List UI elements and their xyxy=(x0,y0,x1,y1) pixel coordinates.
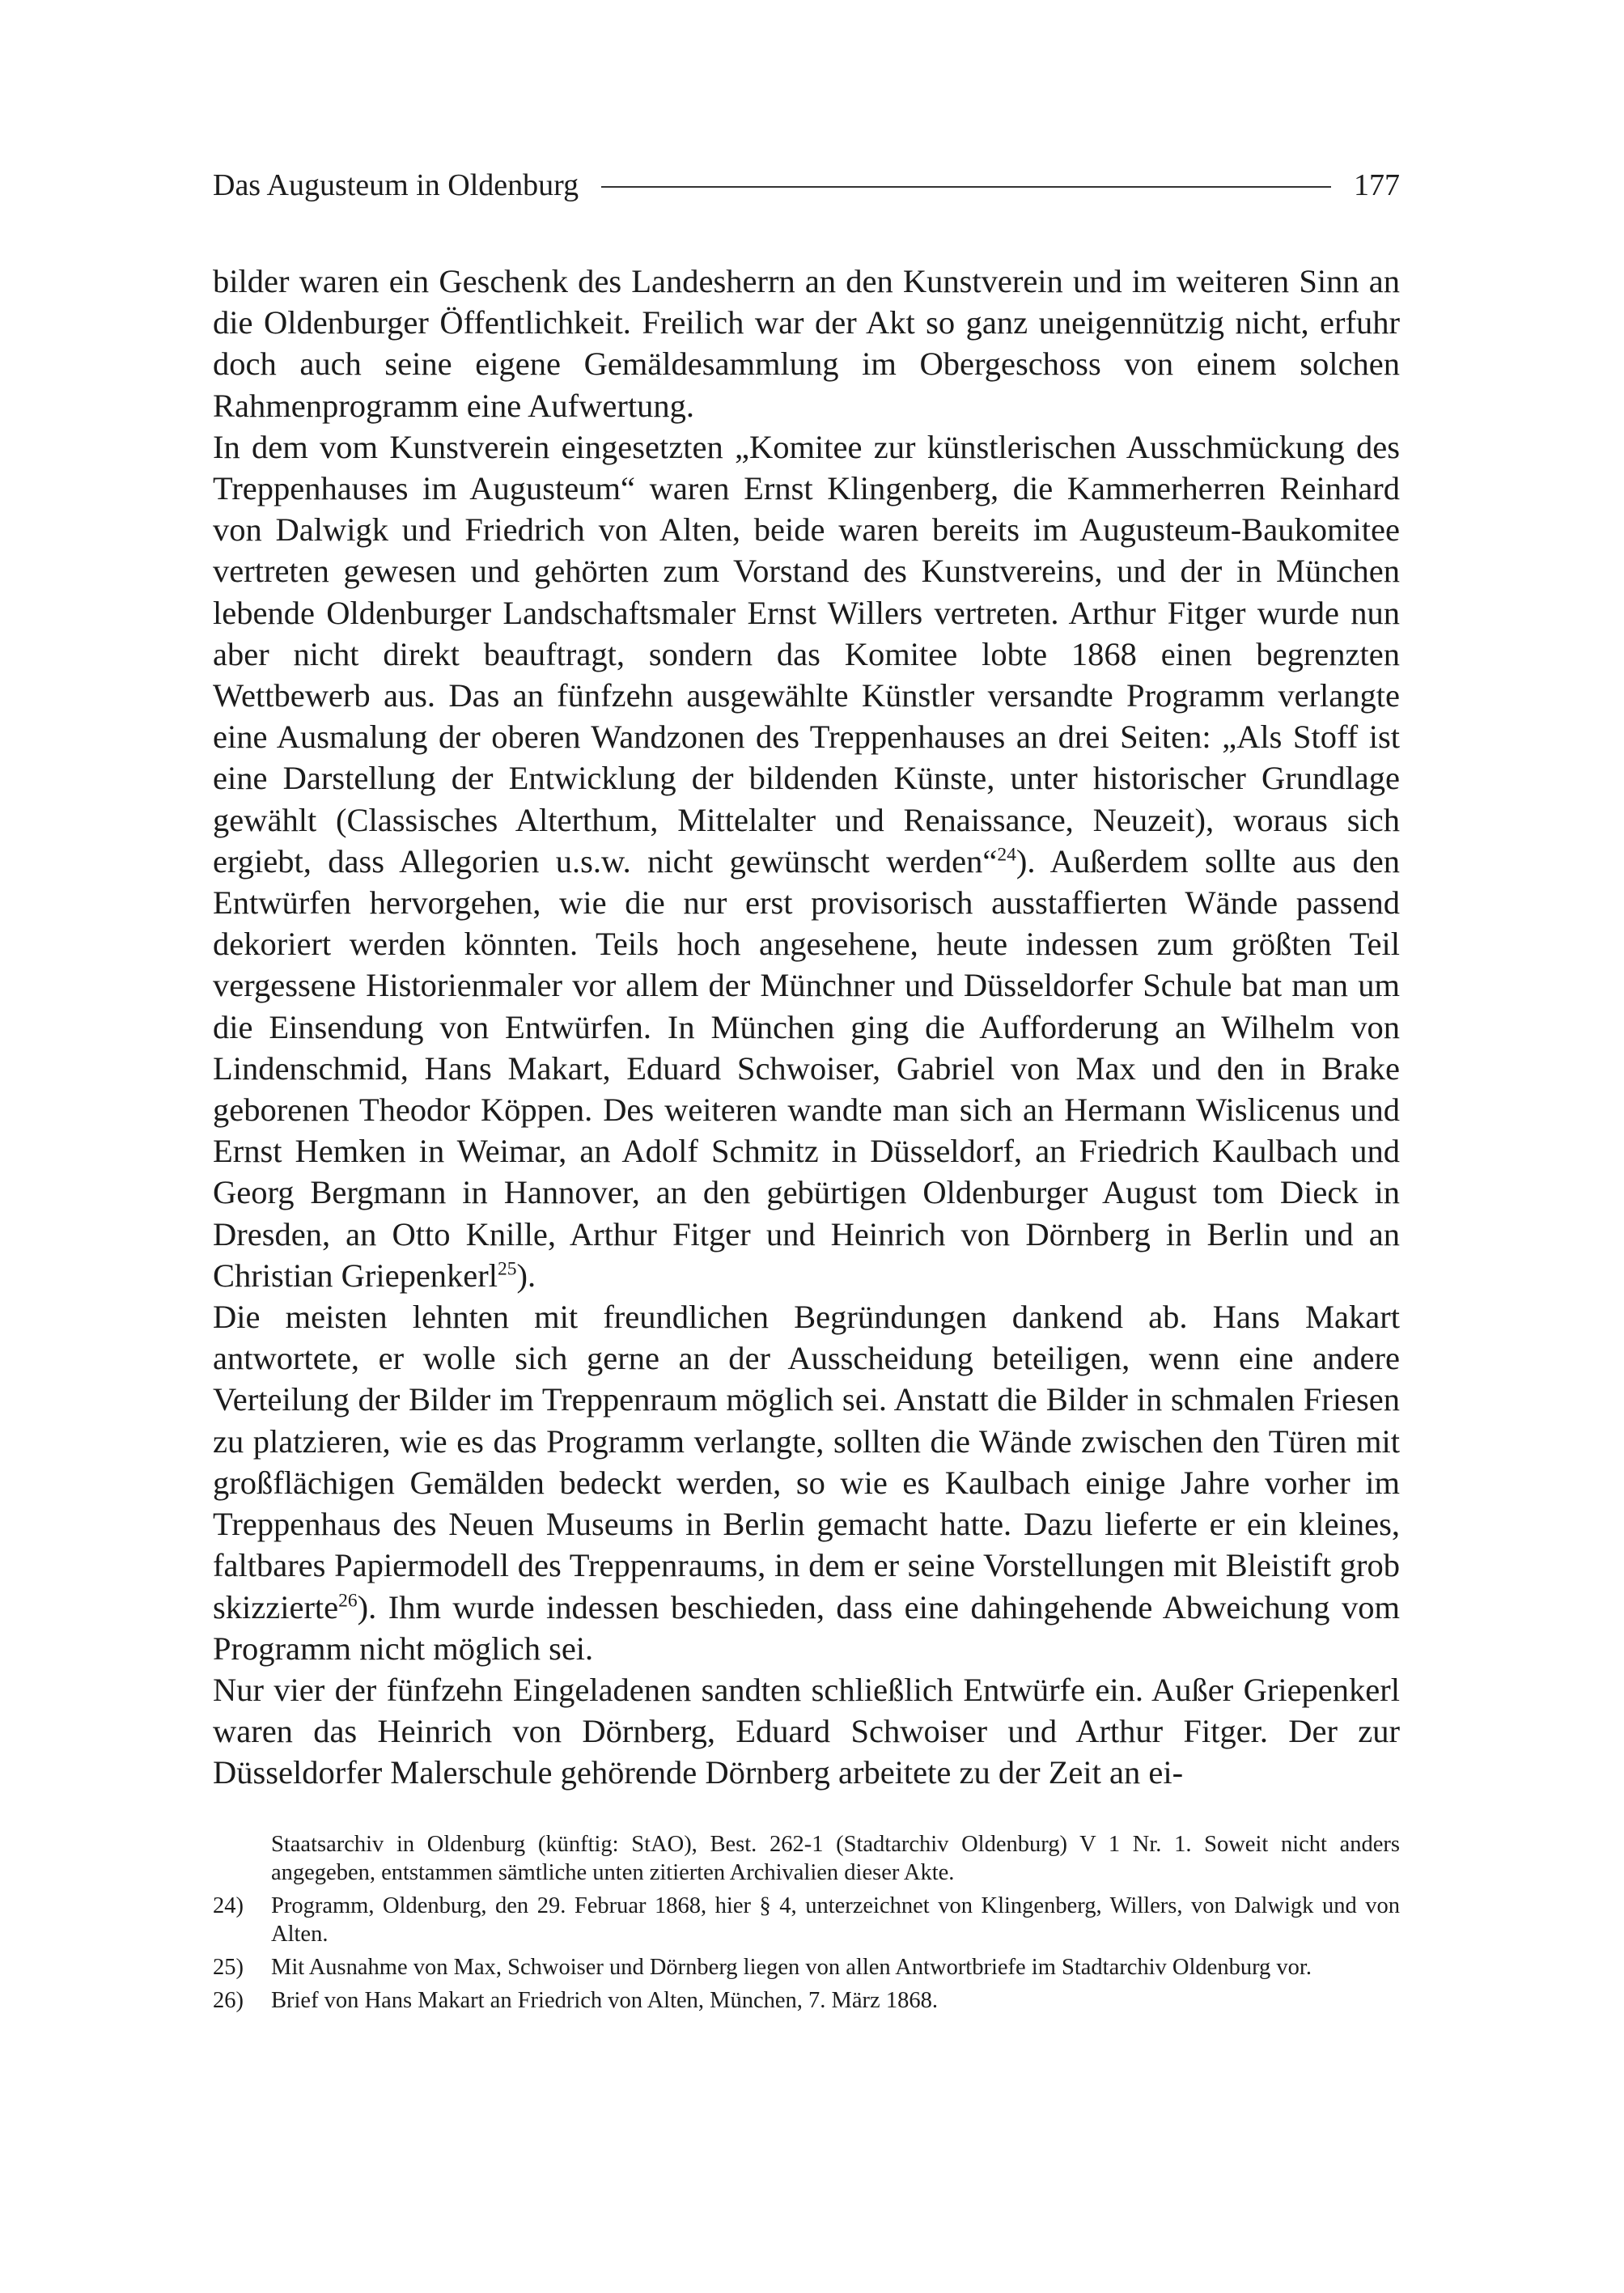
footnote-ref: 24 xyxy=(997,844,1016,866)
text-run: ). Außerdem sollte aus den Entwürfen hervorgehen, wie die nur erst provisorisch ausstaffierten Wände passend dekoriert werden könnten. Teils hoch angesehene, heute indessen zum größten Teil vergessene Historienmaler vor allem der Münchner und Düsseldorfer Schule bat man um die Einsendung von Entwürfen. In München ging die Aufforderung an Wilhelm von Lindenschmid, Hans Makart, Eduard Schwoiser, Gabriel von Max und den in Brake geborenen Theodor Köppen. Des weiteren wandte man sich an Hermann Wislicenus und Ernst Hemken in Weimar, an Adolf Schmitz in Düsseldorf, an Friedrich Kaulbach und Georg Bergmann in Hannover, an den gebürtigen Oldenburger August tom Dieck in Dresden, an Otto Knille, Arthur Fitger und Heinrich von Dörnberg in Berlin und an Christian Griepenkerl xyxy=(213,842,1400,1294)
footnote-number: 24) xyxy=(213,1893,244,1918)
footnote-number: 25) xyxy=(213,1955,244,1980)
text-run: ). Ihm wurde indessen beschieden, dass eine dahingehende Abweichung vom Programm nicht möglich sei. xyxy=(213,1588,1400,1667)
footnote-text: Brief von Hans Makart an Friedrich von Alten, München, 7. März 1868. xyxy=(271,1988,938,2013)
footnote-number: 26) xyxy=(213,1988,244,2013)
paragraph xyxy=(213,1296,1400,1669)
running-title: Das Augusteum in Oldenburg xyxy=(213,168,579,202)
paragraph xyxy=(213,426,1400,1296)
header-rule xyxy=(601,186,1331,188)
footnote-ref: 26 xyxy=(338,1590,358,1611)
text-run: ). xyxy=(516,1257,536,1294)
footnote-text: Programm, Oldenburg, den 29. Februar 1868, hier § 4, unterzeichnet von Klingenberg, Willers, von Dalwigk und von Alten. xyxy=(271,1893,1400,1947)
footnote-number xyxy=(213,1830,271,1887)
footnote-text: Staatsarchiv in Oldenburg (künftig: StAO), Best. 262-1 (Stadtarchiv Oldenburg) V 1 Nr. 1. Soweit nicht anders angegeben, entstammen sämtliche unten zitierten Archivalien dieser Akte. xyxy=(271,1832,1400,1885)
text-run: In dem vom Kunstverein eingesetzten „Komitee zur künstlerischen Ausschmückung des Treppenhauses im Augusteum“ waren Ernst Klingenberg, die Kammerherren Reinhard von Dalwigk und Friedrich von Alten, beide waren bereits im Augusteum-Baukomitee vertreten gewesen und gehörten zum Vorstand des Kunstvereins, und der in München lebende Oldenburger Landschaftsmaler Ernst Willers vertreten. Arthur Fitger wurde nun aber nicht direkt beauftragt, sondern das Komitee lobte 1868 einen begrenzten Wettbewerb aus. Das an fünfzehn ausgewählte Künstler versandte Programm verlangte eine Ausmalung der oberen Wandzonen des Treppenhauses an drei Seiten: „Als Stoff ist eine Darstellung der Entwicklung der bildenden Künste, unter historischer Grundlage gewählt (Classisches Alterthum, Mittelalter und Renaissance, Neuzeit), woraus sich ergiebt, dass Allegorien u.s.w. nicht gewünscht werden“ xyxy=(213,428,1400,879)
text-run: Die meisten lehnten mit freundlichen Begründungen dankend ab. Hans Makart antwortete, er wolle sich gerne an der Ausscheidung beteiligen, wenn eine andere Verteilung der Bilder im Treppenraum möglich sei. Anstatt die Bilder in schmalen Friesen zu platzieren, wie es das Programm verlangte, sollten die Wände zwischen den Türen mit großflächigen Gemälden bedeckt werden, so wie es Kaulbach einige Jahre vorher im Treppenhaus des Neuen Museums in Berlin gemacht hatte. Dazu lieferte er ein kleines, faltbares Papiermodell des Treppenraums, in dem er seine Vorstellungen mit Bleistift grob skizzierte xyxy=(213,1299,1400,1625)
footnote-text: Mit Ausnahme von Max, Schwoiser und Dörnberg liegen von allen Antwortbriefe im Stadtarchiv Oldenburg vor. xyxy=(271,1955,1312,1980)
paragraph: bilder waren ein Geschenk des Landesherrn an den Kunstverein und im weiteren Sinn an die Oldenburger Öffentlichkeit. Freilich war der Akt so ganz uneigennützig nicht, erfuhr doch auch seine eigene Gemäldesammlung im Obergeschoss von einem solchen Rahmenprogramm eine Aufwertung. xyxy=(213,263,1400,424)
footnote xyxy=(213,1892,1400,1948)
page-number: 177 xyxy=(1354,168,1400,202)
footnote-ref: 25 xyxy=(498,1258,517,1280)
footnote xyxy=(213,1986,1400,2015)
footnote xyxy=(213,1830,1400,1887)
running-head xyxy=(213,167,1400,204)
body-text xyxy=(213,261,1400,1794)
footnotes xyxy=(213,1830,1400,2020)
paragraph: Nur vier der fünfzehn Eingeladenen sandten schließlich Entwürfe ein. Außer Griepenkerl waren das Heinrich von Dörnberg, Eduard Schwoiser und Arthur Fitger. Der zur Düsseldorfer Malerschule gehörende Dörnberg arbeitete zu der Zeit an ei- xyxy=(213,1671,1400,1791)
book-page xyxy=(213,0,1400,2293)
footnote xyxy=(213,1953,1400,1981)
